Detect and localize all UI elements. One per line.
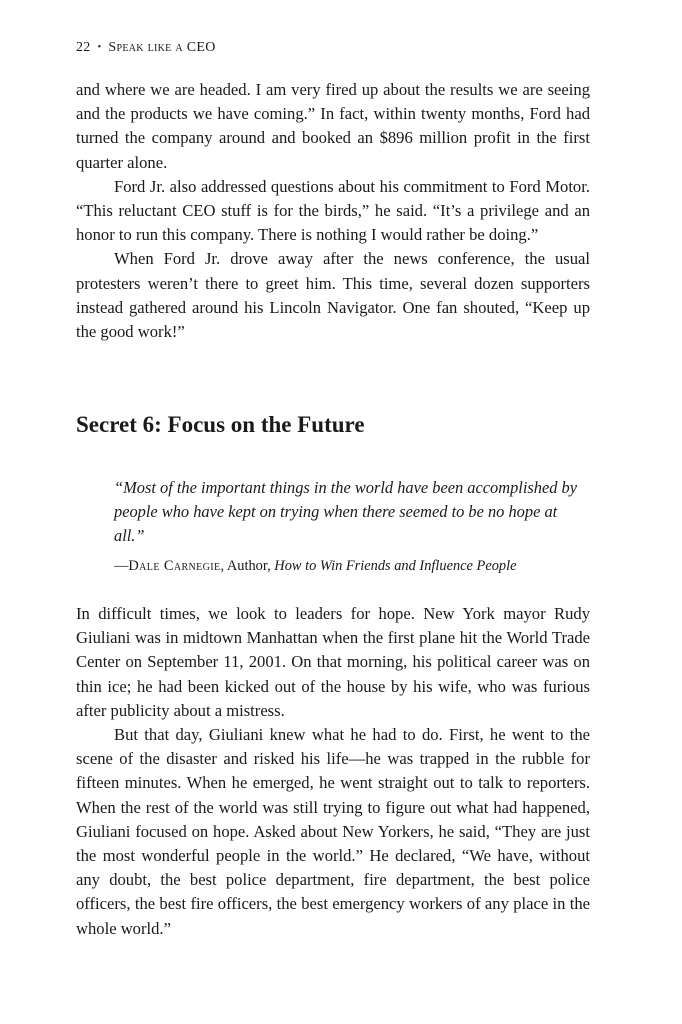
paragraph: Ford Jr. also addressed questions about his commitment to Ford Motor. “This reluctant CEO stuff is for the birds,” he said. “It’s a privilege and an honor to run this company. There is nothing I would rather be doing.” xyxy=(76,176,590,245)
paragraph: When Ford Jr. drove away after the news conference, the usual protesters weren’t there to greet him. This time, several dozen supporters instead gathered around his Lincoln Navigator. One fan shouted, “Keep up the good work!” xyxy=(76,249,590,342)
attribution-role: , Author, xyxy=(220,557,275,574)
bullet-separator: • xyxy=(97,42,102,53)
attribution-dash: — xyxy=(114,557,129,574)
epigraph-quote: “Most of the important things in the world have been accomplished by people who have kept on trying when there seemed to be no hope at all.” xyxy=(114,478,577,546)
running-head xyxy=(76,40,216,56)
top-text-block xyxy=(76,78,590,344)
bottom-text-block xyxy=(76,602,590,941)
paragraph: But that day, Giuliani knew what he had to do. First, he went to the scene of the disaster and risked his life—he was trapped in the rubble for fifteen minutes. When he emerged, he went straight out to talk to reporters. When the rest of the world was still trying to figure out what had happened, Giuliani focused on hope. Asked about New Yorkers, he said, “They are just the most wonderful people in the world.” He declared, “We have, without any doubt, the best police department, fire department, the best police officers, the best fire officers, the best emergency workers of any place in the whole world.” xyxy=(76,725,590,938)
paragraph: In difficult times, we look to leaders for hope. New York mayor Rudy Giuliani was in midtown Manhattan when the first plane hit the World Trade Center on September 11, 2001. On that morning, his political career was on thin ice; he had been kicked out of the house by his wife, who was furious after publicity about a mistress. xyxy=(76,604,590,720)
section-heading: Secret 6: Focus on the Future xyxy=(76,412,365,437)
paragraph-continued: and where we are headed. I am very fired up about the results we are seeing and the products we have coming.” In fact, within twenty months, Ford had turned the company around and booked an $896 million profit in the first quarter alone. xyxy=(76,80,590,172)
running-head-title: Speak like a CEO xyxy=(108,40,216,55)
page-number: 22 xyxy=(76,40,91,55)
epigraph xyxy=(114,476,590,575)
epigraph-attribution xyxy=(114,558,590,575)
attribution-book-title: How to Win Friends and Influence People xyxy=(274,557,517,574)
attribution-author: Dale Carnegie xyxy=(128,557,221,574)
